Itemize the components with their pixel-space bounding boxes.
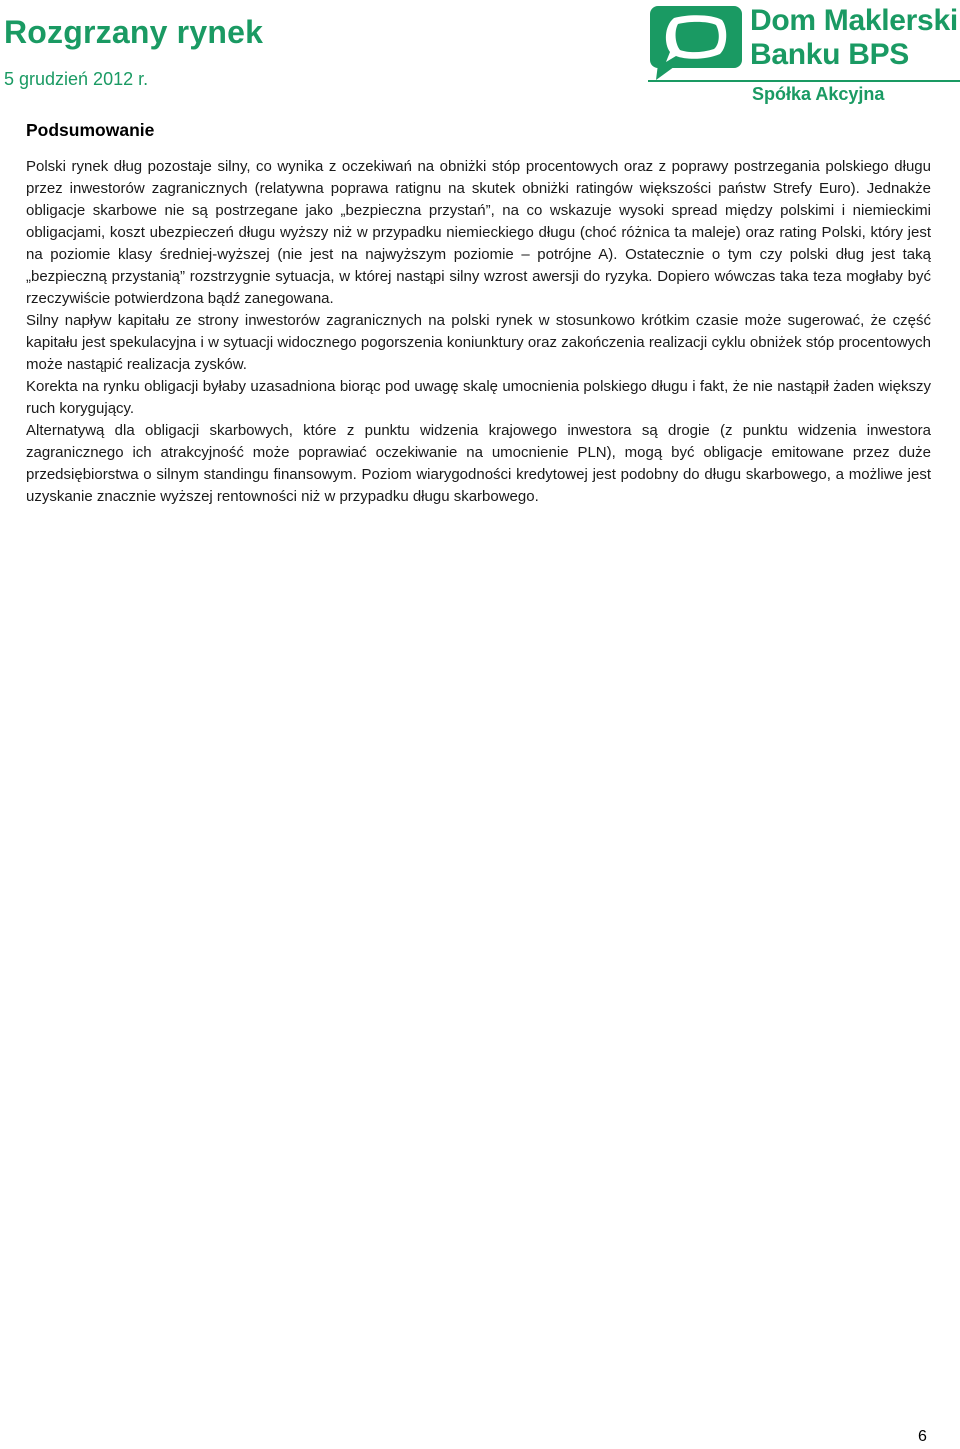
summary-body bbox=[26, 156, 931, 508]
paragraph: Silny napływ kapitału ze strony inwestorów zagranicznych na polski rynek w stosunkowo krótkim czasie może sugerować, że część kapitału jest spekulacyjna i w sytuacji widocznego pogorszenia koniunktury oraz zakończenia realizacji cyklu obniżek stóp procentowych może nastąpić realizacja zysków. bbox=[26, 312, 931, 373]
speech-bubble-logo-icon bbox=[648, 4, 744, 80]
section-heading: Podsumowanie bbox=[26, 120, 155, 140]
logo-divider bbox=[648, 80, 960, 82]
report-title: Rozgrzany rynek bbox=[4, 14, 264, 50]
report-date: 5 grudzień 2012 r. bbox=[4, 69, 149, 89]
paragraph: Polski rynek dług pozostaje silny, co wynika z oczekiwań na obniżki stóp procentowych oraz z poprawy postrzegania polskiego długu przez inwestorów zagranicznych (relatywna poprawa ratignu na skutek obniżki ratingów większości państw Strefy Euro). Jednakże obligacje skarbowe nie są postrzegane jako „bezpieczna przystań”, na co wskazuje wysoki spread między polskimi i niemieckimi obligacjami, koszt ubezpieczeń długu wyższy niż w przypadku niemieckiego długu (choć różnica ta maleje) oraz rating Polski, który jest na poziomie klasy średniej-wyższej (nie jest na najwyższym poziomie – potrójne A). Ostatecznie o tym czy polski dług jest taką „bezpieczną przystanią” rozstrzygnie sytuacja, w której nastąpi silny wzrost awersji do ryzyka. Dopiero wówczas taka teza mogłaby być rzeczywiście potwierdzona bądź zanegowana. bbox=[26, 158, 931, 307]
page-number: 6 bbox=[918, 1428, 927, 1445]
logo-text-line3: Spółka Akcyjna bbox=[752, 84, 885, 104]
brokerage-logo bbox=[648, 4, 960, 108]
logo-text-line2: Banku BPS bbox=[750, 38, 910, 71]
paragraph: Korekta na rynku obligacji byłaby uzasadniona biorąc pod uwagę skalę umocnienia polskiego długu i fakt, że nie nastąpił żaden większy ruch korygujący. bbox=[26, 378, 931, 417]
paragraph: Alternatywą dla obligacji skarbowych, które z punktu widzenia krajowego inwestora są drogie (z punktu widzenia inwestora zagranicznego ich atrakcyjność może poprawiać oczekiwanie na umocnienie PLN), mogą być obligacje emitowane przez duże przedsiębiorstwa o silnym standingu finansowym. Poziom wiarygodności kredytowej jest podobny do długu skarbowego, a możliwe jest uzyskanie znacznie wyższej rentowności niż w przypadku długu skarbowego. bbox=[26, 422, 931, 505]
logo-text-line1: Dom Maklerski bbox=[750, 4, 958, 37]
